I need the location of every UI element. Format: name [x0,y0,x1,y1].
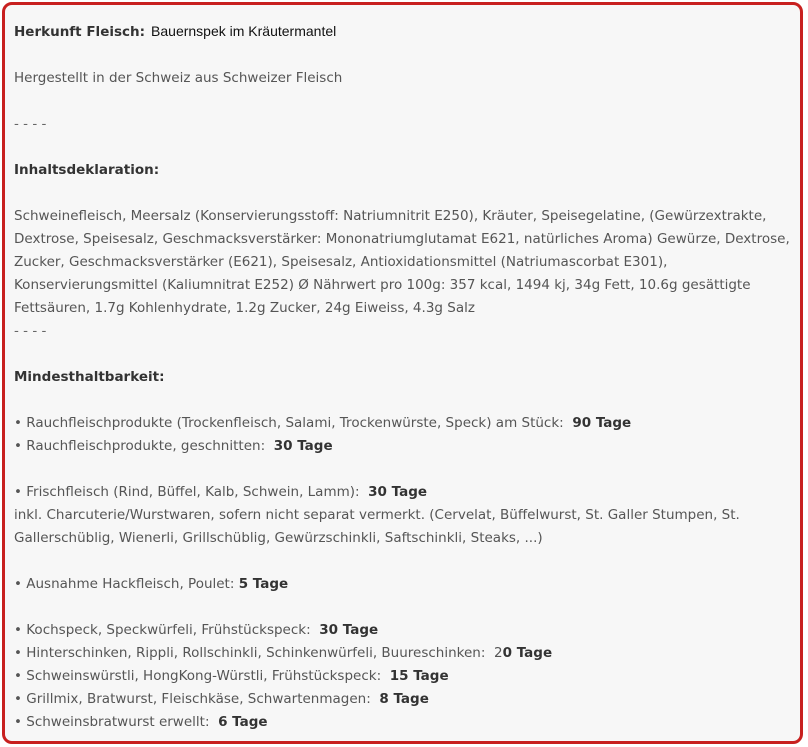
shelf-life-item [14,711,796,734]
ingredients-heading: Inhaltsdeklaration: [14,162,160,178]
shelf-life-item-text: • Rauchfleischprodukte, geschnitten: [14,438,266,454]
shelf-life-item-text: • Ausnahme Hackfleisch, Poulet: [14,576,235,592]
product-name: Bauernspek im Kräutermantel [151,23,337,39]
ingredients-text: Schweinefleisch, Meersalz (Konservierungsstoff: Natriumnitrit E250), Kräuter, Speisegelatine, (Gewürzextrakte, Dextrose, Speisesalz, Geschmacksverstärker: Mononatriumglutamat E621, natürliches Aroma) Gewürze, Dextrose, Zucker, Geschmacksverstärker (E621), Speisesalz, Antioxidationsmittel (Natriumascorbat E301), Konservierungsmittel (Kaliumnitrat E252) Ø Nährwert pro 100g: 357 kcal, 1494 kj, 34g Fett, 10.6g gesättigte Fettsäuren, 1.7g Kohlenhydrate, 1.2g Zucker, 24g Eiweiss, 4.3g Salz [14,208,790,316]
shelf-life-item-days-prefix: 2 [494,645,503,661]
shelf-life-item-days: 6 Tage [218,714,268,730]
origin-label: Herkunft Fleisch: [14,24,146,40]
shelf-life-item [14,435,796,458]
shelf-life-item [14,412,796,435]
shelf-life-item-days: 15 Tage [389,668,449,684]
shelf-life-item [14,481,796,504]
shelf-life-item-days: 8 Tage [379,691,429,707]
shelf-life-item-text: • Rauchfleischprodukte (Trockenfleisch, Salami, Trockenwürste, Speck) am Stück: [14,415,564,431]
product-info-box [2,2,803,744]
shelf-life-item-days: 30 Tage [319,622,379,638]
separator: - - - - [14,116,47,132]
product-info-content [14,20,796,734]
shelf-life-item-days: 5 Tage [238,576,289,592]
shelf-life-item-days: 30 Tage [368,484,428,500]
shelf-life-item-text: • Schweinswürstli, HongKong-Würstli, Frühstückspeck: [14,668,382,684]
shelf-life-heading: Mindesthaltbarkeit: [14,369,165,385]
shelf-life-item [14,642,796,665]
shelf-life-item-days: 0 Tage [502,645,553,661]
shelf-life-item-days: 90 Tage [572,415,632,431]
shelf-life-item [14,573,796,596]
shelf-life-item-text: • Grillmix, Bratwurst, Fleischkäse, Schwartenmagen: [14,691,371,707]
origin-header [14,20,796,44]
shelf-life-item-text: • Schweinsbratwurst erwellt: [14,714,210,730]
shelf-life-item-days: 30 Tage [273,438,333,454]
fresh-meat-note: inkl. Charcuterie/Wurstwaren, sofern nicht separat vermerkt. (Cervelat, Büffelwurst, St. Galler Stumpen, St. Gallerschüblig, Wienerli, Grillschüblig, Gewürzschinkli, Saftschinkli, Steaks, ...) [14,507,740,546]
shelf-life-item [14,665,796,688]
shelf-life-item-text: • Hinterschinken, Rippli, Rollschinkli, Schinkenwürfeli, Buureschinken: [14,645,486,661]
shelf-life-item-text: • Kochspeck, Speckwürfeli, Frühstückspeck: [14,622,311,638]
origin-text: Hergestellt in der Schweiz aus Schweizer Fleisch [14,70,343,86]
shelf-life-item [14,619,796,642]
shelf-life-item-text: • Frischfleisch (Rind, Büffel, Kalb, Schwein, Lamm): [14,484,360,500]
shelf-life-item [14,688,796,711]
separator: - - - - [14,323,47,339]
